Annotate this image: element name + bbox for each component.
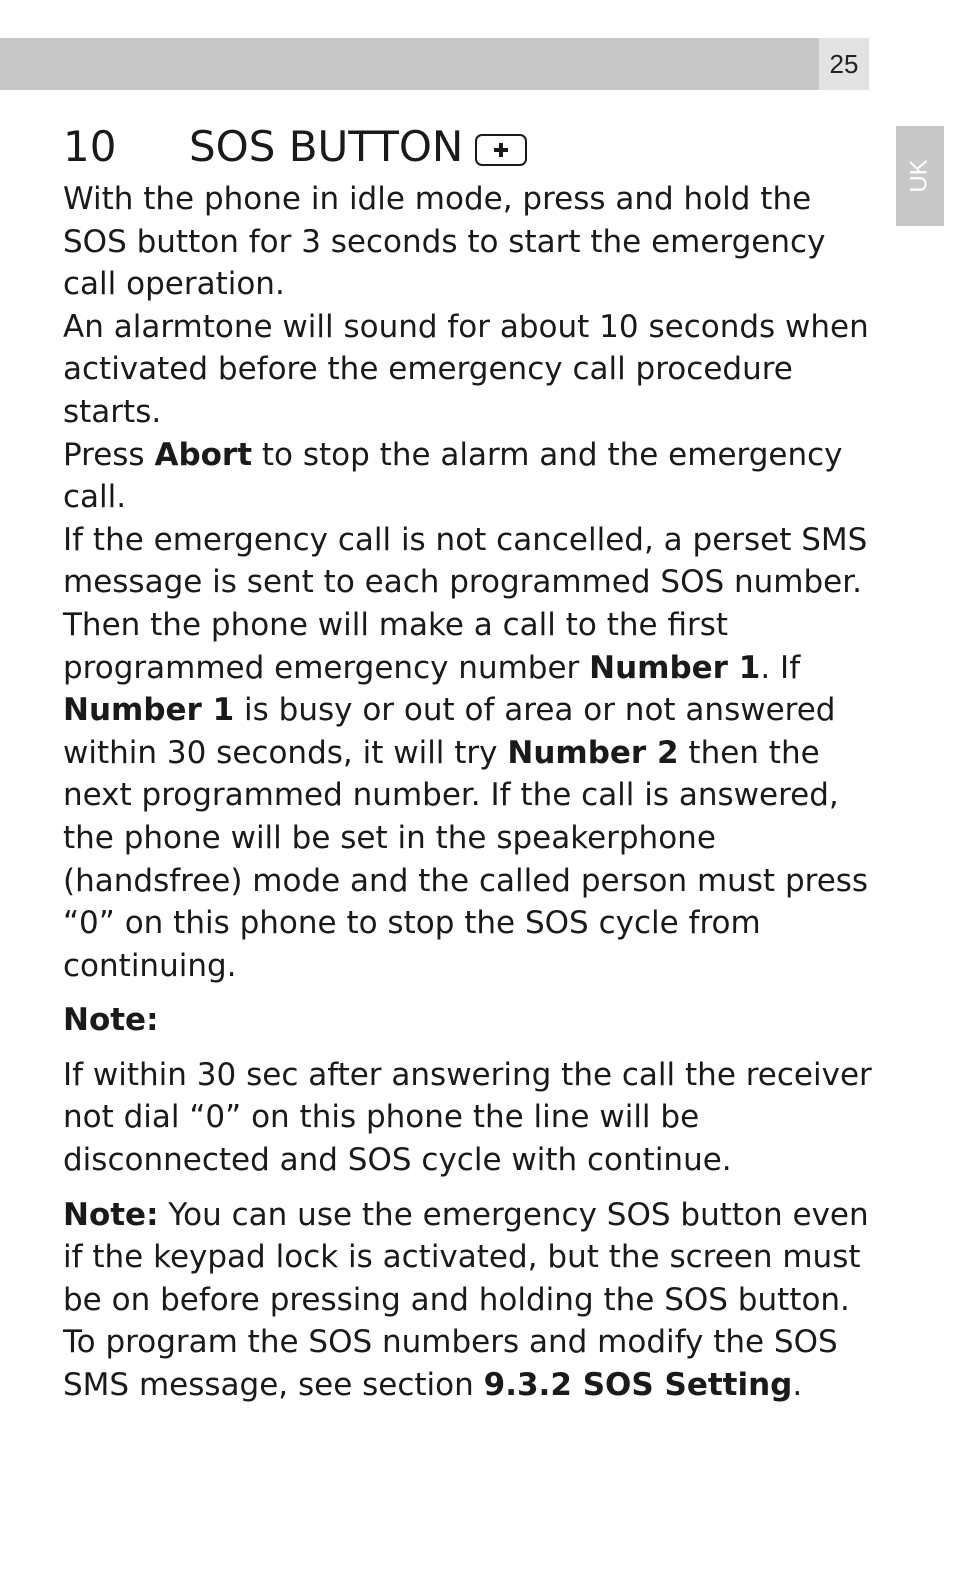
- language-tab: [896, 126, 944, 226]
- abort-label: Abort: [154, 436, 253, 473]
- header-bar: [0, 38, 819, 90]
- number-1-label: Number 1: [589, 649, 761, 686]
- p4-a: If the emergency call is not cancelled, a perset SMS message is sent to each programmed SOS number. Then the phone will make a call to the first programmed emergency number: [63, 521, 868, 686]
- paragraph-emergency-sequence: [63, 519, 878, 988]
- section-title: SOS BUTTON: [189, 121, 464, 171]
- paragraph-idle-mode: With the phone in idle mode, press and hold the SOS button for 3 seconds to start the emergency call operation.: [63, 181, 826, 303]
- p3-post: to stop the alarm and the emergency call.: [63, 436, 843, 516]
- note-2-end: .: [792, 1367, 803, 1404]
- language-tab-label: UK: [906, 159, 933, 193]
- page-number: 25: [819, 38, 869, 90]
- note-2-text: You can use the emergency SOS button even if the keypad lock is activated, but the screen must be on before pressing and holding the SOS button. To program the SOS numbers and modify the SOS SMS message, see section: [63, 1196, 869, 1404]
- sos-button-icon: [475, 134, 527, 166]
- paragraph-abort: [63, 434, 878, 519]
- number-2-label: Number 2: [507, 734, 679, 771]
- p3-pre: Press: [63, 436, 155, 473]
- section-reference: 9.3.2 SOS Setting: [483, 1367, 793, 1404]
- note-label: Note:: [63, 1002, 159, 1039]
- note-paragraph-2: [63, 1194, 878, 1407]
- note-paragraph-1: If within 30 sec after answering the call the receiver not dial “0” on this phone the line will be disconnected and SOS cycle with continue.: [63, 1056, 872, 1179]
- section-heading: [63, 118, 527, 174]
- p4-c: . If: [760, 649, 801, 686]
- body-text: [63, 178, 878, 1407]
- number-1-label-2: Number 1: [63, 692, 235, 729]
- p4-d: is busy or out of area or not answered within 30 seconds, it will try: [63, 692, 836, 771]
- p4-e: then the next programmed number. If the call is answered, the phone will be set in the speakerphone (handsfree) mode and the called person must press “0” on this phone to stop the SOS cycle from continuing.: [63, 734, 869, 984]
- section-number: 10: [63, 121, 117, 171]
- paragraph-alarmtone: An alarmtone will sound for about 10 seconds when activated before the emergency call procedure starts.: [63, 308, 869, 430]
- note-2-label: Note:: [63, 1196, 159, 1233]
